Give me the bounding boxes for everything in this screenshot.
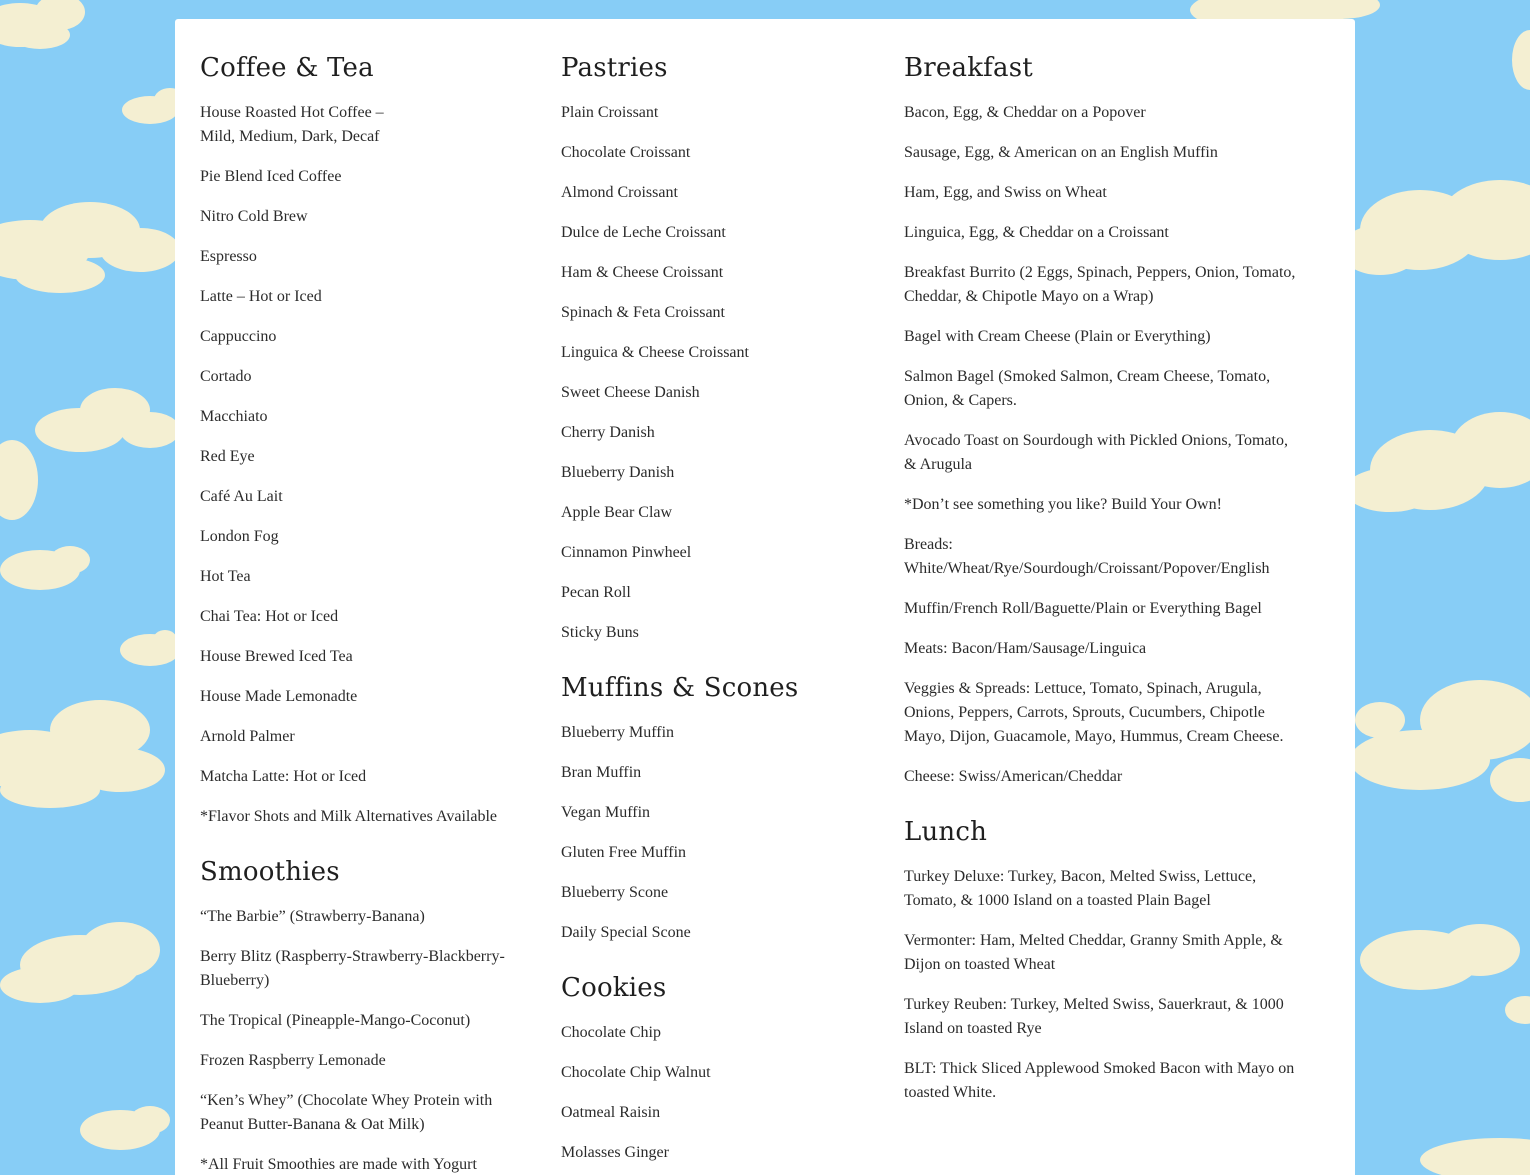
section-cookies xyxy=(561,969,861,1165)
menu-item: Chocolate Chip Walnut xyxy=(561,1064,711,1081)
menu-item: Espresso xyxy=(200,248,257,265)
menu-item-list xyxy=(904,865,1300,1105)
menu-item: Nitro Cold Brew xyxy=(200,208,308,225)
section-title: Cookies xyxy=(561,973,667,1003)
menu-item: Avocado Toast on Sourdough with Pickled Onions, Tomato, & Arugula xyxy=(904,432,1288,473)
menu-item: Linguica & Cheese Croissant xyxy=(561,344,749,361)
menu-column-middle xyxy=(561,49,861,1175)
menu-item: Chocolate Croissant xyxy=(561,144,691,161)
menu-item: Veggies & Spreads: Lettuce, Tomato, Spinach, Arugula, Onions, Peppers, Carrots, Sprouts, Cucumbers, Chipotle Mayo, Dijon, Guacamole, Mayo, Hummus, Cream Cheese. xyxy=(904,680,1284,745)
menu-item: “The Barbie” (Strawberry-Banana) xyxy=(200,908,425,925)
menu-item: The Tropical (Pineapple-Mango-Coconut) xyxy=(200,1012,471,1029)
section-smoothies xyxy=(200,853,520,1175)
section-title: Lunch xyxy=(904,817,988,847)
menu-item-list xyxy=(561,721,861,945)
menu-item: Red Eye xyxy=(200,448,255,465)
menu-item: BLT: Thick Sliced Applewood Smoked Bacon with Mayo on toasted White. xyxy=(904,1060,1295,1101)
menu-item: Dulce de Leche Croissant xyxy=(561,224,726,241)
menu-item: Breads: White/Wheat/Rye/Sourdough/Croissant/Popover/English xyxy=(904,536,1270,577)
section-title: Breakfast xyxy=(904,53,1033,83)
section-lunch xyxy=(904,813,1300,1105)
menu-item: Almond Croissant xyxy=(561,184,678,201)
menu-item: Daily Special Scone xyxy=(561,924,691,941)
menu-column-right xyxy=(904,49,1300,1129)
menu-item: Cappuccino xyxy=(200,328,277,345)
menu-item: Bacon, Egg, & Cheddar on a Popover xyxy=(904,104,1146,121)
menu-card xyxy=(175,19,1355,1175)
menu-item: Berry Blitz (Raspberry-Strawberry-Blackberry-Blueberry) xyxy=(200,948,505,989)
menu-item: *All Fruit Smoothies are made with Yogurt xyxy=(200,1156,477,1173)
menu-item: Linguica, Egg, & Cheddar on a Croissant xyxy=(904,224,1169,241)
menu-item: Apple Bear Claw xyxy=(561,504,673,521)
menu-item: Turkey Deluxe: Turkey, Bacon, Melted Swiss, Lettuce, Tomato, & 1000 Island on a toasted Plain Bagel xyxy=(904,868,1257,909)
section-title: Coffee & Tea xyxy=(200,53,374,83)
menu-item: Latte – Hot or Iced xyxy=(200,288,322,305)
menu-item: Molasses Ginger xyxy=(561,1144,669,1161)
menu-item: Meats: Bacon/Ham/Sausage/Linguica xyxy=(904,640,1147,657)
section-coffee-tea xyxy=(200,49,520,829)
menu-item: Matcha Latte: Hot or Iced xyxy=(200,768,367,785)
menu-item: Chocolate Chip xyxy=(561,1024,661,1041)
menu-item: Pie Blend Iced Coffee xyxy=(200,168,342,185)
menu-item: Muffin/French Roll/Baguette/Plain or Everything Bagel xyxy=(904,600,1262,617)
menu-item: Turkey Reuben: Turkey, Melted Swiss, Sauerkraut, & 1000 Island on toasted Rye xyxy=(904,996,1284,1037)
menu-item: Pecan Roll xyxy=(561,584,631,601)
menu-item: Cheese: Swiss/American/Cheddar xyxy=(904,768,1123,785)
menu-item: Chai Tea: Hot or Iced xyxy=(200,608,339,625)
menu-item: Sausage, Egg, & American on an English Muffin xyxy=(904,144,1218,161)
menu-item: Cortado xyxy=(200,368,252,385)
menu-item: Spinach & Feta Croissant xyxy=(561,304,725,321)
menu-item: Café Au Lait xyxy=(200,488,283,505)
menu-item: London Fog xyxy=(200,528,279,545)
menu-item: *Don’t see something you like? Build Your Own! xyxy=(904,496,1222,513)
menu-item-list xyxy=(200,101,520,829)
menu-item: Bran Muffin xyxy=(561,764,642,781)
menu-item: House Made Lemonadte xyxy=(200,688,358,705)
menu-item: Arnold Palmer xyxy=(200,728,295,745)
menu-item: Ham, Egg, and Swiss on Wheat xyxy=(904,184,1107,201)
menu-item: Breakfast Burrito (2 Eggs, Spinach, Peppers, Onion, Tomato, Cheddar, & Chipotle Mayo on a Wrap) xyxy=(904,264,1296,305)
section-pastries xyxy=(561,49,861,645)
menu-item: Frozen Raspberry Lemonade xyxy=(200,1052,386,1069)
menu-item: “Ken’s Whey” (Chocolate Whey Protein with Peanut Butter-Banana & Oat Milk) xyxy=(200,1092,493,1133)
menu-item-list xyxy=(200,905,520,1175)
section-title: Muffins & Scones xyxy=(561,673,799,703)
menu-item: Sweet Cheese Danish xyxy=(561,384,700,401)
menu-item-list xyxy=(561,1021,861,1165)
menu-item: Cinnamon Pinwheel xyxy=(561,544,692,561)
menu-item: Vegan Muffin xyxy=(561,804,651,821)
menu-item: Macchiato xyxy=(200,408,268,425)
menu-item: Cherry Danish xyxy=(561,424,655,441)
menu-item: House Roasted Hot Coffee – Mild, Medium, Dark, Decaf xyxy=(200,104,384,145)
menu-item-list xyxy=(561,101,861,645)
section-muffins-scones xyxy=(561,669,861,945)
menu-item: Blueberry Scone xyxy=(561,884,669,901)
menu-item: Blueberry Danish xyxy=(561,464,675,481)
menu-item: Bagel with Cream Cheese (Plain or Everything) xyxy=(904,328,1211,345)
menu-item: Salmon Bagel (Smoked Salmon, Cream Cheese, Tomato, Onion, & Capers. xyxy=(904,368,1271,409)
menu-item: *Flavor Shots and Milk Alternatives Available xyxy=(200,808,497,825)
section-title: Pastries xyxy=(561,53,668,83)
menu-item: Gluten Free Muffin xyxy=(561,844,687,861)
menu-item: Sticky Buns xyxy=(561,624,639,641)
menu-item: Vermonter: Ham, Melted Cheddar, Granny Smith Apple, & Dijon on toasted Wheat xyxy=(904,932,1283,973)
menu-item: Ham & Cheese Croissant xyxy=(561,264,724,281)
menu-item-list xyxy=(904,101,1300,789)
menu-item: House Brewed Iced Tea xyxy=(200,648,353,665)
menu-item: Hot Tea xyxy=(200,568,251,585)
menu-item: Oatmeal Raisin xyxy=(561,1104,661,1121)
section-title: Smoothies xyxy=(200,857,340,887)
section-breakfast xyxy=(904,49,1300,789)
menu-column-left xyxy=(200,49,520,1175)
menu-item: Blueberry Muffin xyxy=(561,724,675,741)
menu-item: Plain Croissant xyxy=(561,104,659,121)
